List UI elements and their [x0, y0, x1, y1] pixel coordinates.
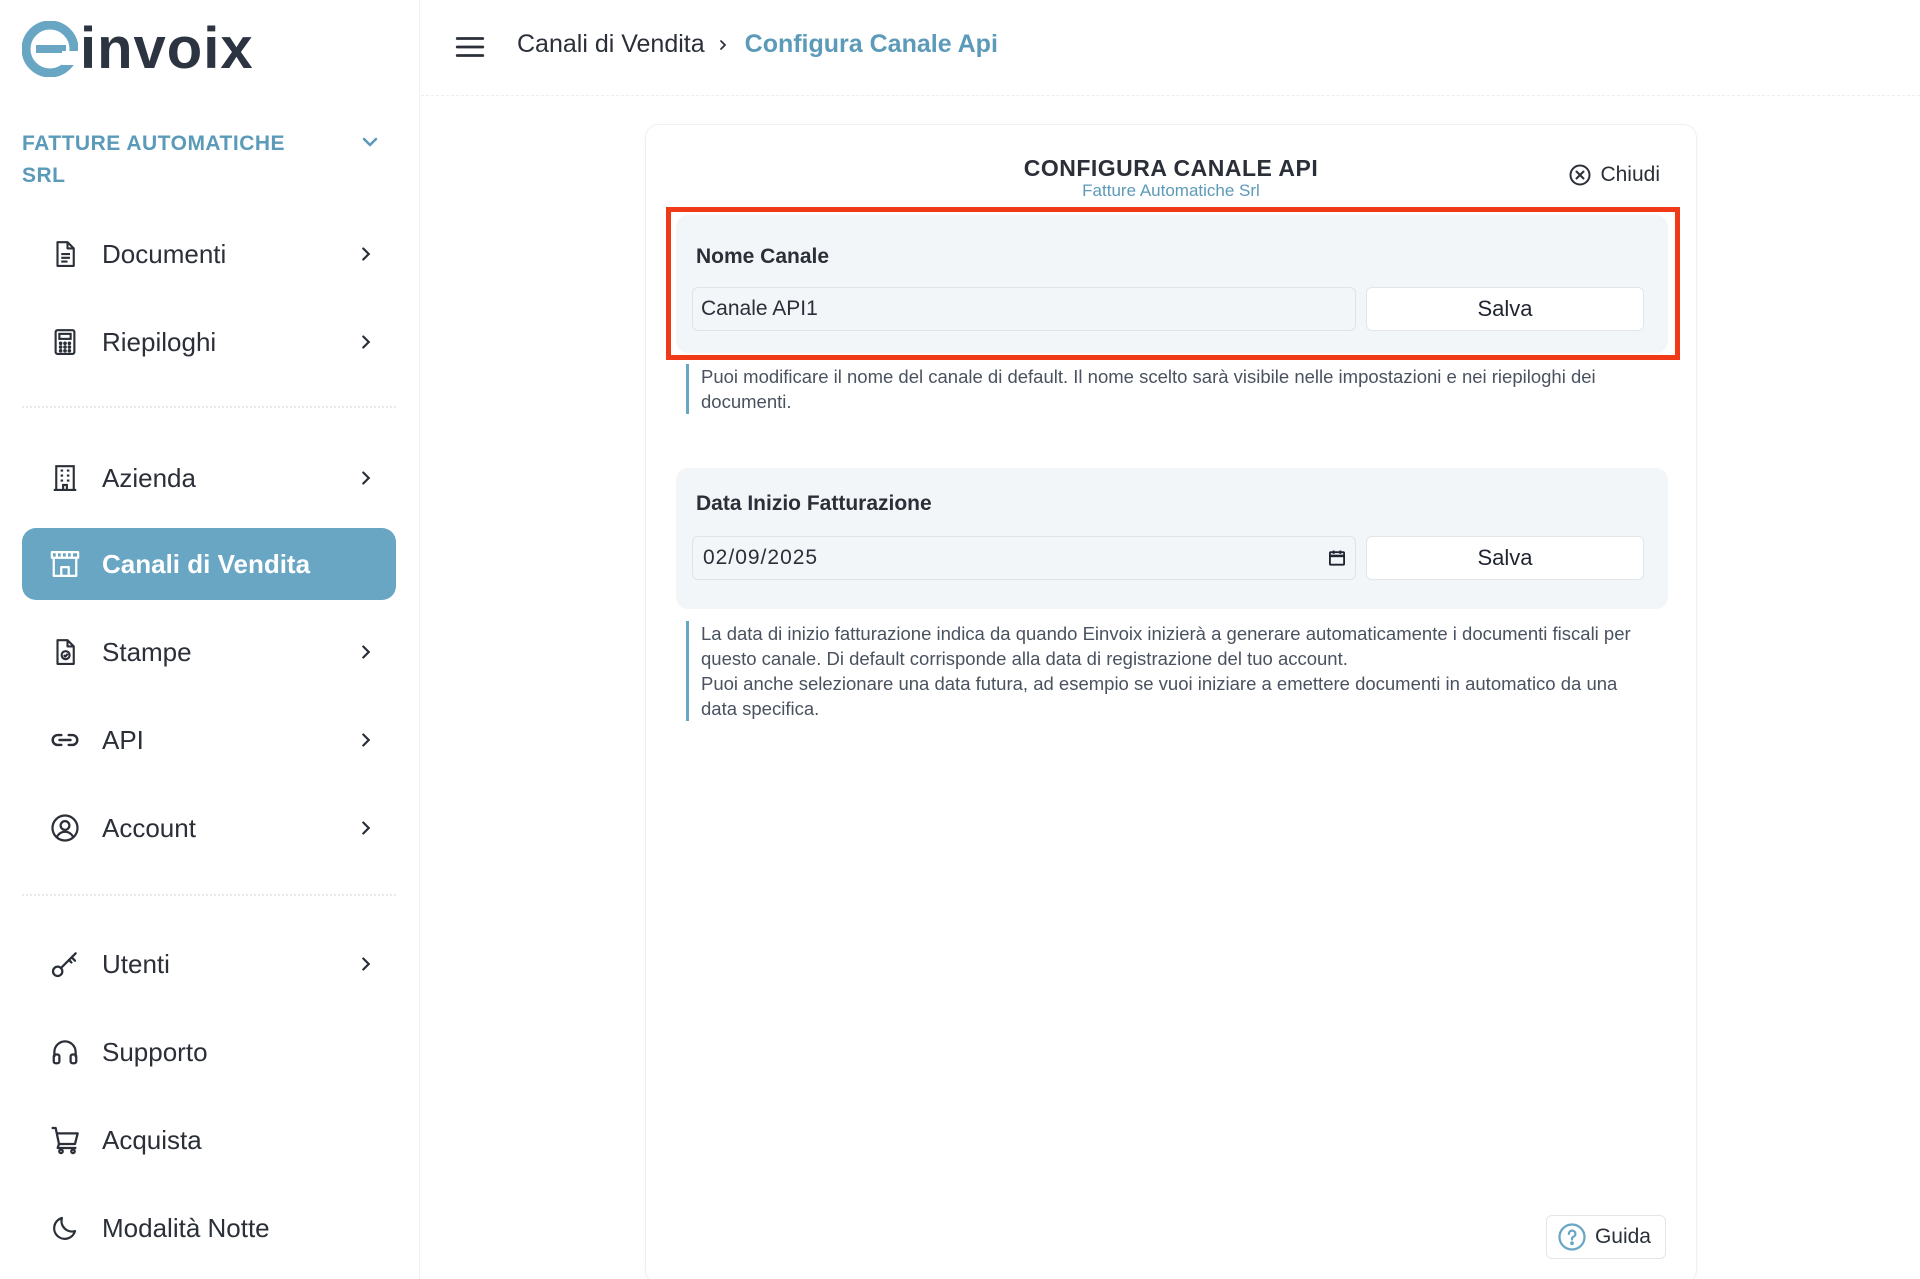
sidebar-item-supporto[interactable]	[22, 1016, 396, 1088]
save-date-button[interactable]: Salva	[1366, 536, 1644, 580]
chevron-right-icon	[355, 641, 377, 663]
hamburger-menu-button[interactable]	[453, 30, 487, 69]
sidebar-item-acquista[interactable]	[22, 1104, 396, 1176]
logo[interactable]	[22, 16, 254, 81]
moon-icon	[50, 1213, 80, 1243]
chevron-right-icon	[355, 953, 377, 975]
chevron-right-icon	[355, 729, 377, 751]
headphones-icon	[49, 1037, 81, 1067]
company-name: FATTURE AUTOMATICHE SRL	[22, 132, 286, 187]
sidebar-item-stampe[interactable]	[22, 616, 396, 688]
chevron-right-icon	[355, 243, 377, 265]
sidebar-item-label: Account	[102, 812, 196, 843]
sidebar-item-label: Azienda	[102, 462, 196, 493]
sidebar-item-label: API	[102, 724, 144, 755]
sidebar-item-modalita-notte[interactable]	[22, 1192, 396, 1264]
sidebar-divider	[22, 894, 396, 896]
sidebar-item-label: Canali di Vendita	[102, 548, 311, 579]
sidebar-item-api[interactable]	[22, 704, 396, 776]
logo-text: invoix	[80, 16, 254, 81]
billing-start-label: Data Inizio Fatturazione	[696, 492, 932, 515]
sidebar-item-label: Acquista	[102, 1124, 202, 1155]
hamburger-icon	[453, 30, 487, 64]
help-circle-icon	[1557, 1222, 1587, 1252]
billing-start-date-value: 02/09/2025	[703, 546, 819, 569]
cart-icon	[49, 1124, 81, 1156]
channel-name-note: Puoi modificare il nome del canale di default. Il nome scelto sarà visibile nelle impostazioni e nei riepiloghi dei documenti.	[686, 364, 1646, 414]
chevron-down-icon	[358, 130, 382, 154]
breadcrumb-parent[interactable]: Canali di Vendita	[517, 30, 705, 58]
building-icon	[50, 463, 80, 493]
channel-name-field[interactable]	[692, 287, 1356, 331]
top-bar	[421, 0, 1920, 96]
channel-name-label: Nome Canale	[696, 245, 830, 268]
sidebar-item-canali-di-vendita[interactable]	[22, 528, 396, 600]
sidebar-item-azienda[interactable]	[22, 442, 396, 514]
company-selector[interactable]	[22, 128, 382, 192]
billing-start-note-line2: Puoi anche selezionare una data futura, ad esempio se vuoi iniziare a emettere documenti in automatico da una data specifica.	[701, 673, 1618, 719]
sidebar-item-label: Utenti	[102, 948, 170, 979]
logo-e-icon	[22, 21, 78, 77]
panel-subtitle: Fatture Automatiche Srl	[1082, 181, 1260, 200]
user-circle-icon	[50, 813, 80, 843]
channel-name-input[interactable]	[701, 297, 1347, 321]
save-name-button[interactable]: Salva	[1366, 287, 1644, 331]
guide-button[interactable]	[1546, 1215, 1666, 1259]
billing-start-note	[686, 621, 1646, 721]
chevron-right-icon	[355, 331, 377, 353]
breadcrumb	[517, 30, 998, 59]
panel-title: CONFIGURA CANALE API	[1023, 155, 1319, 181]
chevron-right-icon	[715, 37, 731, 53]
chevron-right-icon	[355, 467, 377, 489]
chevron-right-icon	[355, 817, 377, 839]
close-button[interactable]	[1568, 163, 1660, 187]
channel-name-section	[676, 215, 1668, 353]
sidebar	[0, 0, 420, 1279]
link-icon	[49, 725, 81, 755]
billing-start-date-input[interactable]	[692, 536, 1356, 580]
sidebar-item-label: Documenti	[102, 238, 227, 269]
close-label: Chiudi	[1600, 163, 1660, 186]
sidebar-item-label: Stampe	[102, 636, 192, 667]
store-icon	[48, 549, 82, 579]
configure-channel-panel	[645, 124, 1697, 1279]
calculator-icon	[50, 327, 80, 357]
sidebar-item-riepiloghi[interactable]	[22, 306, 396, 378]
sidebar-item-label: Supporto	[102, 1036, 208, 1067]
close-circle-icon	[1568, 163, 1592, 187]
sidebar-item-account[interactable]	[22, 792, 396, 864]
print-file-icon	[50, 637, 80, 667]
breadcrumb-current: Configura Canale Api	[744, 30, 998, 58]
sidebar-item-label: Modalità Notte	[102, 1212, 270, 1243]
document-icon	[50, 239, 80, 269]
billing-start-note-line1: La data di inizio fatturazione indica da quando Einvoix inizierà a generare automaticamente i documenti fiscali per questo canale. Di default corrisponde alla data di registrazione del tuo account.	[701, 623, 1631, 669]
calendar-icon[interactable]	[1327, 548, 1347, 568]
sidebar-item-label: Riepiloghi	[102, 326, 217, 357]
guide-label: Guida	[1594, 1225, 1651, 1248]
sidebar-item-documenti[interactable]	[22, 218, 396, 290]
sidebar-item-utenti[interactable]	[22, 928, 396, 1000]
billing-start-section	[676, 468, 1668, 609]
key-icon	[49, 948, 81, 980]
sidebar-divider	[22, 406, 396, 408]
